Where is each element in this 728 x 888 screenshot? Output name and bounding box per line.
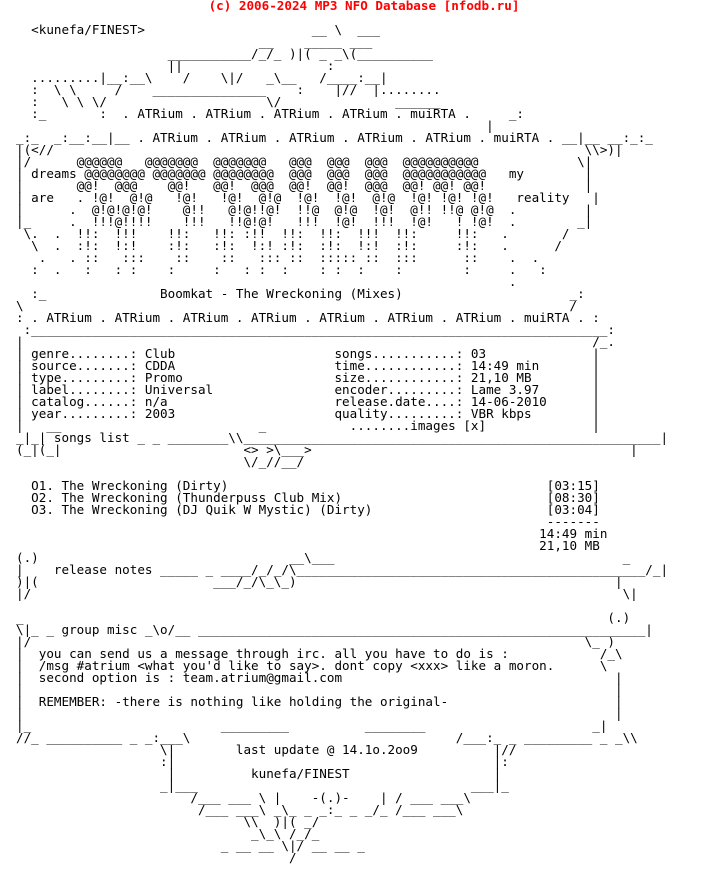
nfo-ascii-art: <kunefa/FINEST> __ \ ___ __ _____ ___ ___________/_/_ )|( _ _\(__________ || : .........|__:__\ / \|/ _\__ /____:__| : \ \ / _______________ : |// |........ : \ \ \/ \/ ______ :_ : . ATRium . ATRium . ATRium . ATRium . muiRTA . _: | _:_ _:__:__|__ . ATRium . ATRium . ATRium . ATRium . ATRium . muiRTA . __|__ __:_:_ |(<// \\>)| |/ @@@@@@ @@@@@@@ @@@@@@@ @@@ @@@ @@@ @@@@@@@@@@ \| | dreams @@@@@@@@ @@@@@@@ @@@@@@@@ @@@ @@@ @@@ @@@@@@@@@@@ my | | @@! @@@ @@! @@! @@@ @@! @@! @@@ @@! @@! @@! | | are . !@! @!@ !@! !@! @!@ !@! !@! @!@ !@! !@! !@! reality | | . @!@!@!@! @!! @!@!!@! !!@ @!@ !@! @!! !!@ @!@ . | |_ . !!!@!!!! !!! !!@!@! !!! !@! !!! !@! ! !@! . _| \. . !!: !!! !!: !!: :!! !!: !!: !!! !!: !!: . / \ . :!: !:! :!: :!: !:! :!: :!: !:! :!: :!: . / . . :: ::: :: :: ::: :: ::::: :: ::: :: . . : . : : : : : : : : : : : : : . : . :_ Boomkat - The Wreckoning (Mixes) _: \ / : . ATRium . ATRium . ATRium . ATRium . ATRium . ATRium . ATRium . muiRTA . : :____________________________________________________________________________: | /_. | genre........: Club songs...........: 03 | | source.......: CDDA time............: 14:49 min | | type.........: Promo size............: 21,10 MB | | label........: Universal encoder.........: Lame 3.97 | | catalog......: n/a release.date....: 14-06-2010 | | year.........: 2003 quality.........: VBR kbps | | __ _ ........images [x] | _|_| songs list _ _ ________\\_______________________________________________________| (_|(_| <> >\___> | \/_//__/ O1. The Wreckoning (Dirty) [03:15] O2. The Wreckoning (Thunderpuss Club Mix) [08:30] O3. The Wreckoning (DJ Quik W Mystic) (Dirty) [03:04] ------- 14:49 min 21,10 MB (.) __\___ _ | release notes _____ _ ____/_/_/\______________________________________________/_| )|( ___/_/\_\_) | |/ \| _ (.) \|_ _ group misc _\o/__ ___________________________________________________________| |/ \_ ) | you can send us a message through irc. all you have to do is : /_\ | /msg #atrium <what you'd like to say>. dont copy <xxx> like a moron. \ | second option is : team.atrium@gmail.com | | | | REMEMBER: -there is nothing like holding the original- | | | |_ _________ ________ _| //_ __________ _ _:___\ /___:_ _ _________ _ _\\ \| last update @ 14.1o.2oo9 |// :| |: | kunefa/FINEST | _|___ ___|_ /___ ___ \ | -(.)- | / ___ ___\ /___ ___\ _\_ _ _:_ _ _/_ /___ ___\ \\ )|( _/ _\_\ /_/_ _ __ __ \|/ __ __ _ / bbox=[16, 22, 669, 865]
copyright-header: (c) 2006-2024 MP3 NFO Database [nfodb.ru] bbox=[208, 0, 520, 13]
